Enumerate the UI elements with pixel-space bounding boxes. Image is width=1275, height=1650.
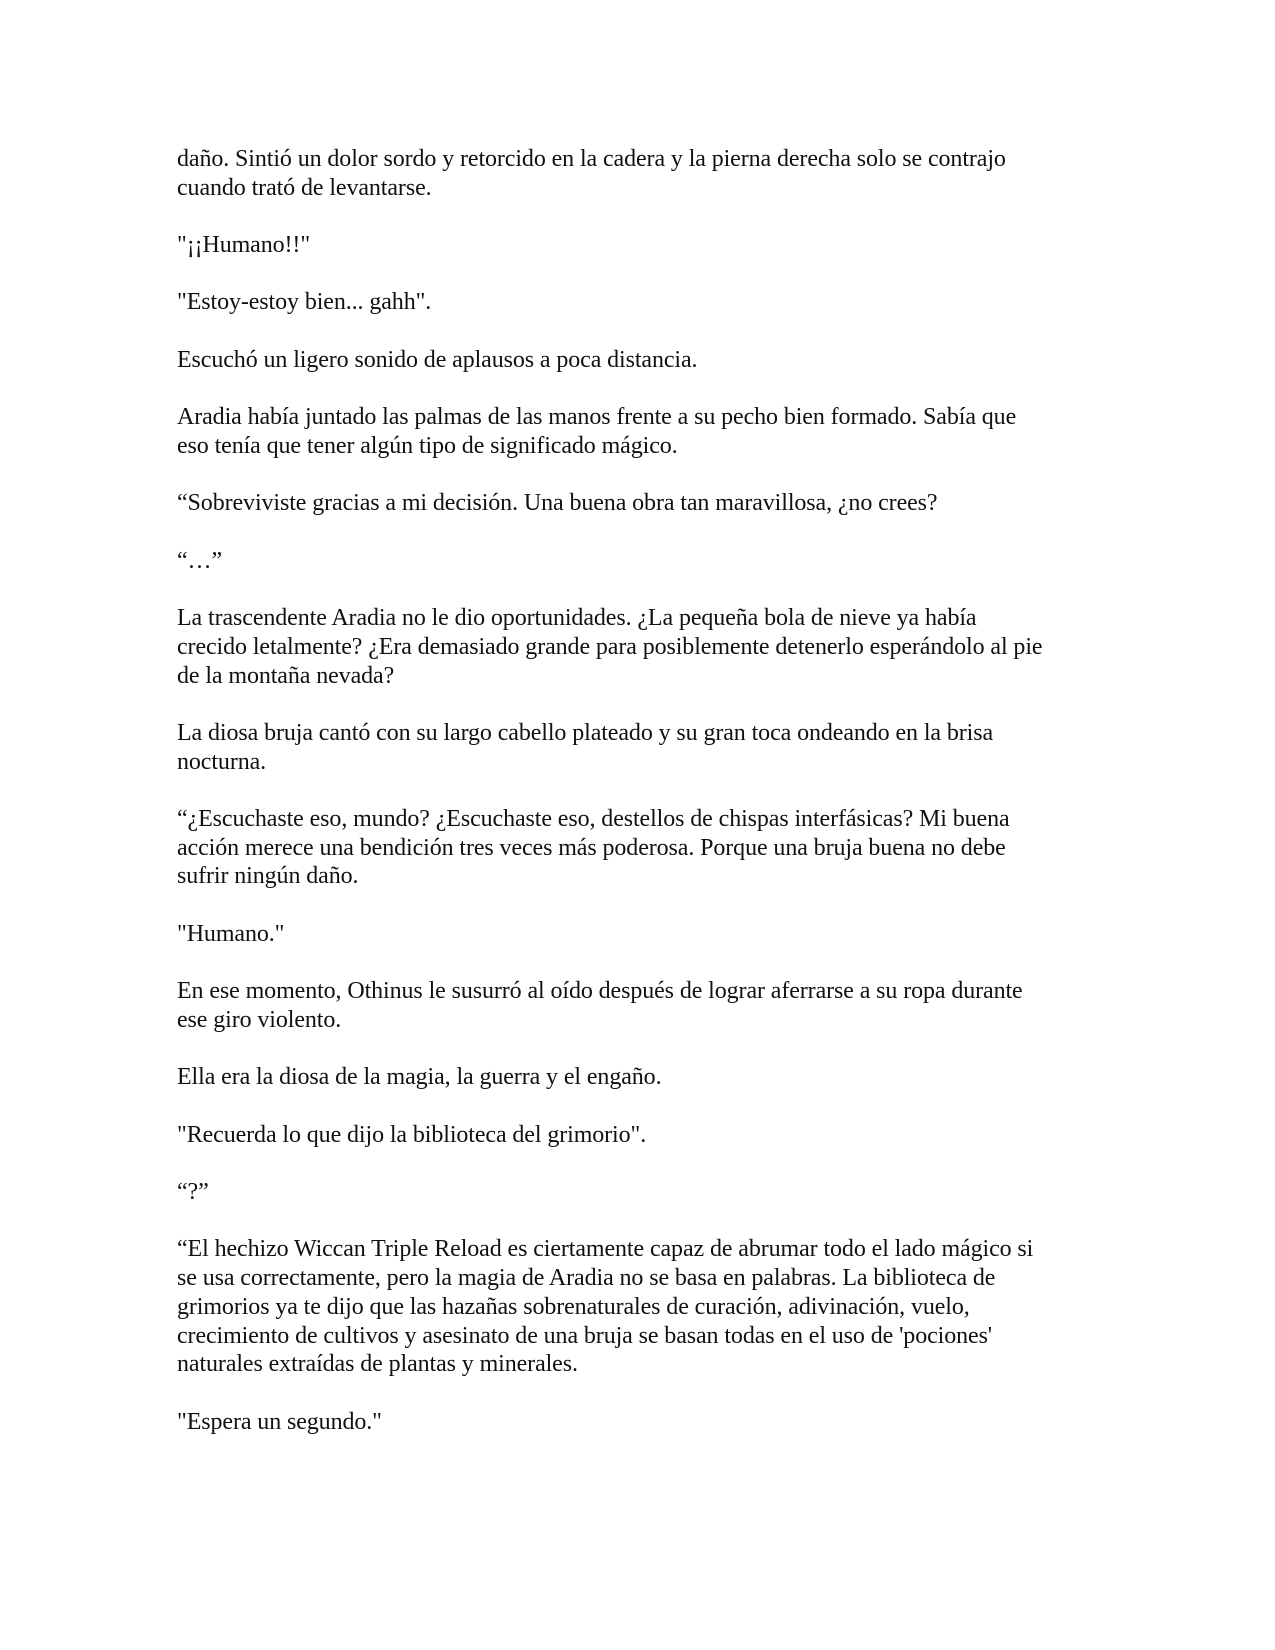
paragraph [177, 547, 1092, 576]
text-line: “Sobreviviste gracias a mi decisión. Una buena obra tan maravillosa, ¿no crees? [177, 490, 938, 517]
text-line: se usa correctamente, pero la magia de Aradia no se basa en palabras. La biblioteca de [177, 1265, 996, 1292]
text-line: En ese momento, Othinus le susurró al oído después de lograr aferrarse a su ropa durante [177, 978, 1023, 1005]
text-line: grimorios ya te dijo que las hazañas sobrenaturales de curación, adivinación, vuelo, [177, 1293, 970, 1320]
body-text [177, 145, 1092, 1465]
text-line: "Espera un segundo." [177, 1408, 382, 1435]
text-line: Ella era la diosa de la magia, la guerra y el engaño. [177, 1064, 662, 1091]
text-line: "Humano." [177, 920, 285, 947]
paragraph [177, 145, 1092, 202]
text-line: “…” [177, 547, 223, 574]
paragraph [177, 805, 1092, 891]
paragraph [177, 231, 1092, 260]
paragraph [177, 1178, 1092, 1207]
text-line: crecido letalmente? ¿Era demasiado grande para posiblemente detenerlo esperándolo al pie [177, 633, 1043, 660]
paragraph [177, 604, 1092, 690]
paragraph [177, 1408, 1092, 1437]
text-line: “El hechizo Wiccan Triple Reload es ciertamente capaz de abrumar todo el lado mágico si [177, 1236, 1034, 1263]
paragraph [177, 1235, 1092, 1379]
text-line: Escuchó un ligero sonido de aplausos a poca distancia. [177, 346, 698, 373]
paragraph [177, 719, 1092, 776]
paragraph [177, 346, 1092, 375]
paragraph [177, 489, 1092, 518]
text-line: La trascendente Aradia no le dio oportunidades. ¿La pequeña bola de nieve ya había [177, 605, 977, 632]
text-line: "¡¡Humano!!" [177, 232, 311, 259]
text-line: daño. Sintió un dolor sordo y retorcido en la cadera y la pierna derecha solo se contrajo [177, 146, 1006, 172]
text-line: eso tenía que tener algún tipo de significado mágico. [177, 432, 678, 459]
paragraph [177, 977, 1092, 1034]
paragraph [177, 1121, 1092, 1150]
text-line: "Estoy-estoy bien... gahh". [177, 289, 432, 316]
paragraph [177, 1063, 1092, 1092]
paragraph [177, 920, 1092, 949]
text-line: crecimiento de cultivos y asesinato de una bruja se basan todas en el uso de 'pociones' [177, 1322, 993, 1349]
text-line: “¿Escuchaste eso, mundo? ¿Escuchaste eso, destellos de chispas interfásicas? Mi buena [177, 806, 1010, 833]
text-line: sufrir ningún daño. [177, 863, 359, 890]
text-line: “?” [177, 1179, 209, 1206]
text-line: "Recuerda lo que dijo la biblioteca del grimorio". [177, 1121, 647, 1148]
text-line: ese giro violento. [177, 1006, 342, 1033]
text-line: La diosa bruja cantó con su largo cabello plateado y su gran toca ondeando en la brisa [177, 719, 994, 746]
paragraph [177, 288, 1092, 317]
paragraph [177, 403, 1092, 460]
text-line: nocturna. [177, 748, 267, 775]
text-line: acción merece una bendición tres veces más poderosa. Porque una bruja buena no debe [177, 834, 1006, 861]
text-line: cuando trató de levantarse. [177, 174, 432, 201]
text-line: naturales extraídas de plantas y minerales. [177, 1351, 578, 1378]
text-line: de la montaña nevada? [177, 662, 395, 689]
text-line: Aradia había juntado las palmas de las manos frente a su pecho bien formado. Sabía que [177, 404, 1017, 431]
